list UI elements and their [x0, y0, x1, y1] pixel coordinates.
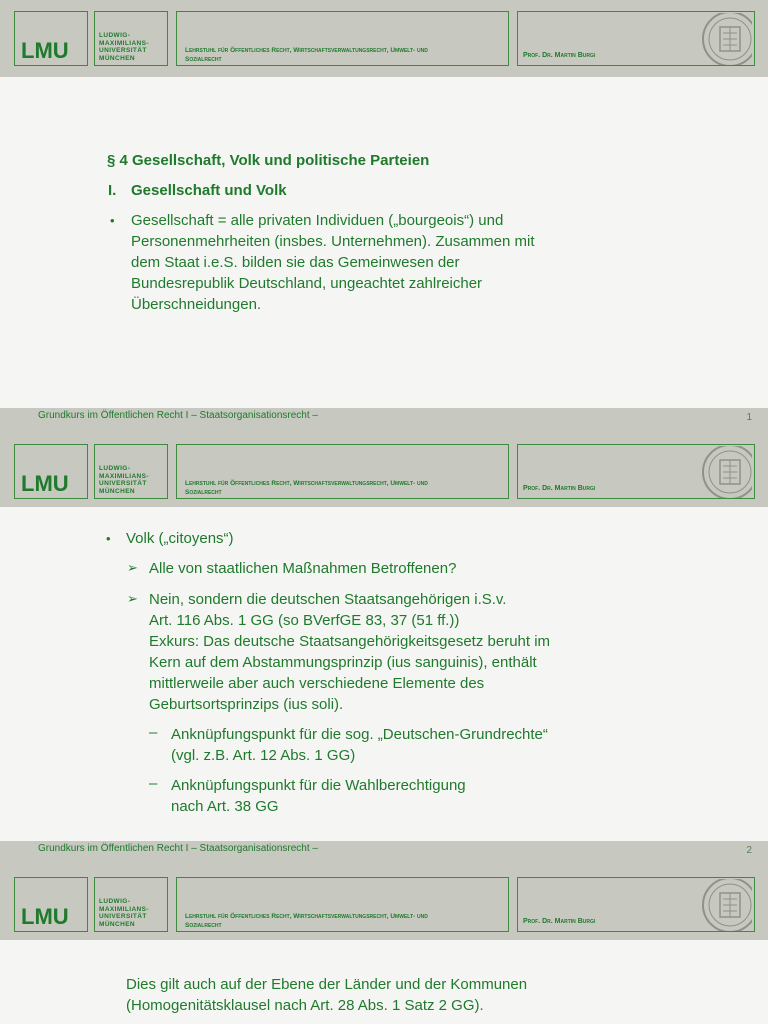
professor-name: Prof. Dr. Martin Burgi: [523, 918, 596, 925]
university-name: LUDWIG- MAXIMILIANS- UNIVERSITÄT MÜNCHEN: [99, 465, 149, 495]
bullet-icon: •: [110, 213, 115, 228]
lmu-logo: LMU: [21, 471, 69, 496]
arrow-bullet-text: Nein, sondern die deutschen Staatsangehörigen i.S.v. Art. 116 Abs. 1 GG (so BVerfGE 83, 37 (51 ff.)) Exkurs: Das deutsche Staatsangehörigkeitsgesetz beruht im Kern auf dem Abstammungsprinzip (ius sanguinis), enthält mittlerweile aber auch verschiedene Elemente des Geburtsortsprinzips (ius soli).: [149, 591, 551, 713]
slide-footer: [0, 408, 768, 436]
arrow-bullet-text: Alle von staatlichen Maßnahmen Betroffenen?: [149, 560, 457, 577]
bullet-text: Gesellschaft = alle privaten Individuen („bourgeois“) und Personenmehrheiten (insbes. Unternehmen). Zusammen mit dem Staat i.e.S. bilden sie das Gemeinwesen der Bundesrepublik Deutschland, ungeachtet zahlreicher Überschneidungen.: [131, 212, 535, 313]
professor-box: [517, 444, 755, 499]
slide-2: [0, 436, 768, 868]
page-number: 2: [746, 845, 752, 856]
chair-box: [176, 11, 509, 66]
chair-box: [176, 877, 509, 932]
subsection-title: Gesellschaft und Volk: [131, 182, 287, 199]
slide-content: [0, 77, 768, 408]
university-name: LUDWIG- MAXIMILIANS- UNIVERSITÄT MÜNCHEN: [99, 32, 149, 62]
chair-box: [176, 444, 509, 499]
lmu-logo-box: [14, 11, 88, 66]
professor-name: Prof. Dr. Martin Burgi: [523, 52, 596, 59]
university-seal-icon: [690, 13, 752, 65]
lmu-logo: LMU: [21, 904, 69, 929]
lmu-logo: LMU: [21, 38, 69, 63]
university-name-box: [94, 444, 168, 499]
slide-content: [0, 507, 768, 840]
slide-3: [0, 868, 768, 1024]
university-seal-icon: [690, 446, 752, 498]
professor-name: Prof. Dr. Martin Burgi: [523, 485, 596, 492]
university-name: LUDWIG- MAXIMILIANS- UNIVERSITÄT MÜNCHEN: [99, 898, 149, 928]
university-name-box: [94, 877, 168, 932]
footer-course-title: Grundkurs im Öffentlichen Recht I – Staatsorganisationsrecht –: [38, 843, 318, 854]
subsection-number: I.: [108, 182, 117, 199]
body-text: Dies gilt auch auf der Ebene der Länder und der Kommunen (Homogenitätsklausel nach Art. 28 Abs. 1 Satz 2 GG).: [126, 976, 528, 1014]
professor-box: [517, 11, 755, 66]
university-seal-icon: [690, 879, 752, 931]
lmu-logo-box: [14, 444, 88, 499]
chair-name: Lehrstuhl für Öffentliches Recht, Wirtschaftsverwaltungsrecht, Umwelt- und Sozialrecht: [185, 47, 428, 63]
university-name-box: [94, 11, 168, 66]
slide-header: [0, 0, 768, 77]
dash-bullet-icon: –: [149, 775, 158, 792]
chair-name: Lehrstuhl für Öffentliches Recht, Wirtschaftsverwaltungsrecht, Umwelt- und Sozialrecht: [185, 913, 428, 929]
slide-header: [0, 868, 768, 945]
page-number: 1: [746, 412, 752, 423]
chair-name: Lehrstuhl für Öffentliches Recht, Wirtschaftsverwaltungsrecht, Umwelt- und Sozialrecht: [185, 480, 428, 496]
dash-bullet-text: Anknüpfungspunkt für die sog. „Deutschen-Grundrechte“ (vgl. z.B. Art. 12 Abs. 1 GG): [171, 726, 548, 764]
slide-content: [0, 940, 768, 1024]
arrow-bullet-icon: ➢: [127, 560, 138, 575]
lmu-logo-box: [14, 877, 88, 932]
slide-header: [0, 436, 768, 513]
bullet-icon: •: [106, 531, 111, 546]
footer-course-title: Grundkurs im Öffentlichen Recht I – Staatsorganisationsrecht –: [38, 410, 318, 421]
dash-bullet-text: Anknüpfungspunkt für die Wahlberechtigung nach Art. 38 GG: [171, 777, 466, 815]
professor-box: [517, 877, 755, 932]
slide-footer: [0, 841, 768, 868]
section-title: § 4 Gesellschaft, Volk und politische Parteien: [107, 152, 430, 169]
dash-bullet-icon: –: [149, 724, 158, 741]
arrow-bullet-icon: ➢: [127, 591, 138, 606]
bullet-text: Volk („citoyens“): [126, 530, 234, 547]
slide-1: [0, 0, 768, 436]
